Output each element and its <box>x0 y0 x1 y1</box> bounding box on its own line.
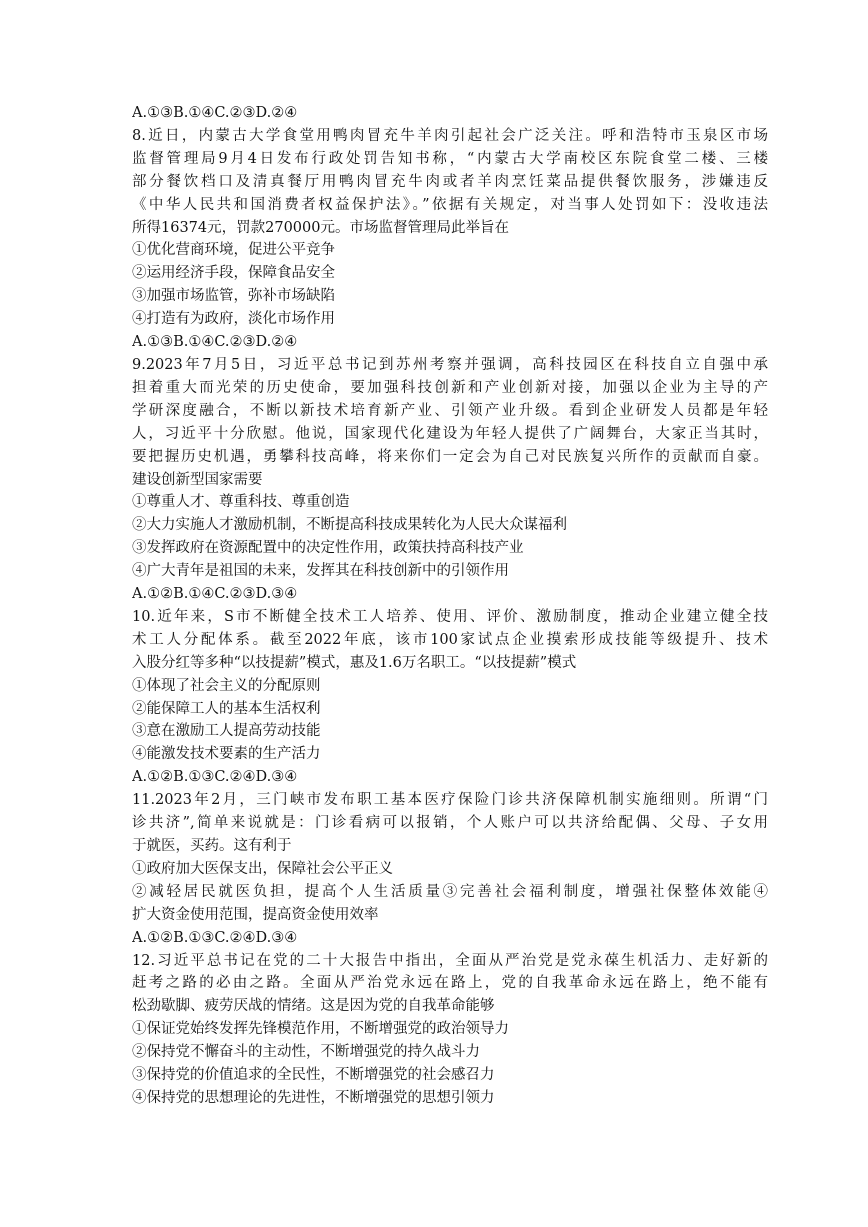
text-line: A.①③B.①④C.②③D.②④ <box>132 105 298 121</box>
text-line: 入股分红等多种“以技提薪”模式，惠及1.6万名职工。“以技提薪”模式 <box>132 654 577 671</box>
text-line: ②能保障工人的基本生活权利 <box>132 700 321 717</box>
text-line: 11.2023年2月，三门峡市发布职工基本医疗保险门诊共济保障机制实施细则。所谓“门 <box>132 792 768 809</box>
text-line: ③加强市场监管，弥补市场缺陷 <box>132 288 335 305</box>
text-line: 监督管理局9月4日发布行政处罚告知书称，“内蒙古大学南校区东院食堂二楼、三楼 <box>132 150 768 167</box>
text-line: ①保证党始终发挥先锋模范作用，不断增强党的政治领导力 <box>132 1021 509 1038</box>
question-text-body <box>132 102 768 1110</box>
text-line: 10.近年来，S市不断健全技术工人培养、使用、评价、激励制度，推动企业建立健全技 <box>132 608 768 625</box>
text-line: ①政府加大医保支出，保障社会公平正义 <box>132 860 393 877</box>
text-line: 学研深度融合，不断以新技术培育新产业、引领产业升级。看到企业研发人员都是年轻 <box>132 402 768 419</box>
text-line: ④能激发技术要素的生产活力 <box>132 746 321 763</box>
text-line: ③意在激励工人提高劳动技能 <box>132 723 321 740</box>
text-line: A.①③B.①④C.②③D.②④ <box>132 334 298 351</box>
text-line: ④保持党的思想理论的先进性，不断增强党的思想引领力 <box>132 1089 495 1106</box>
text-line: ①尊重人才、尊重科技、尊重创造 <box>132 494 350 511</box>
text-line: 9.2023年7月5日，习近平总书记到苏州考察并强调，高科技园区在科技自立自强中承 <box>132 356 768 373</box>
text-line: 所得16374元，罚款270000元。市场监督管理局此举旨在 <box>132 219 509 236</box>
text-line: 于就医，买药。这有利于 <box>132 838 292 854</box>
text-line: A.①②B.①③C.②④D.③④ <box>132 929 298 946</box>
text-line: ②大力实施人才激励机制，不断提高科技成果转化为人民大众谋福利 <box>132 517 567 534</box>
text-line: 诊共济”,简单来说就是：门诊看病可以报销，个人账户可以共济给配偶、父母、子女用 <box>132 815 768 832</box>
text-line: ①优化营商环境，促进公平竞争 <box>132 242 335 259</box>
text-line: ④打造有为政府，淡化市场作用 <box>132 311 335 328</box>
text-line: 建设创新型国家需要 <box>132 471 263 488</box>
text-line: 担着重大而光荣的历史使命，要加强科技创新和产业创新对接，加强以企业为主导的产 <box>132 379 768 396</box>
text-line: 8.近日，内蒙古大学食堂用鸭肉冒充牛羊肉引起社会广泛关注。呼和浩特市玉泉区市场 <box>132 127 768 144</box>
text-line: ①体现了社会主义的分配原则 <box>132 677 321 694</box>
text-line: A.①②B.①③C.②④D.③④ <box>132 769 298 786</box>
text-line: 赶考之路的必由之路。全面从严治党永远在路上，党的自我革命永远在路上，绝不能有 <box>132 975 768 992</box>
text-line: 人，习近平十分欣慰。他说，国家现代化建设为年轻人提供了广阔舞台，大家正当其时， <box>132 425 768 442</box>
text-line: ②减轻居民就医负担，提高个人生活质量③完善社会福利制度，增强社保整体效能④ <box>132 883 768 900</box>
text-line: ④广大青年是祖国的未来，发挥其在科技创新中的引领作用 <box>132 563 509 580</box>
text-line: 松劲歇脚、疲劳厌战的情绪。这是因为党的自我革命能够 <box>132 998 495 1015</box>
text-line: 扩大资金使用范围，提高资金使用效率 <box>132 906 379 923</box>
text-line: 术工人分配体系。截至2022年底，该市100家试点企业摸索形成技能等级提升、技术 <box>132 631 768 648</box>
text-line: ②保持党不懈奋斗的主动性，不断增强党的持久战斗力 <box>132 1044 480 1061</box>
text-line: ②运用经济手段，保障食品安全 <box>132 265 335 282</box>
text-line: 《中华人民共和国消费者权益保护法》。”依据有关规定，对当事人处罚如下：没收违法 <box>132 196 768 213</box>
text-line: A.①②B.①④C.②③D.③④ <box>132 586 298 603</box>
text-line: 部分餐饮档口及清真餐厅用鸭肉冒充牛肉或者羊肉烹饪菜品提供餐饮服务，涉嫌违反 <box>132 173 768 190</box>
text-line: 要把握历史机遇，勇攀科技高峰，将来你们一定会为自己对民族复兴所作的贡献而自豪。 <box>132 448 768 465</box>
text-line: ③保持党的价值追求的全民性，不断增强党的社会感召力 <box>132 1067 495 1084</box>
text-line: 12.习近平总书记在党的二十大报告中指出，全面从严治党是党永葆生机活力、走好新的 <box>132 952 768 969</box>
text-line: ③发挥政府在资源配置中的决定性作用，政策扶持高科技产业 <box>132 540 524 557</box>
